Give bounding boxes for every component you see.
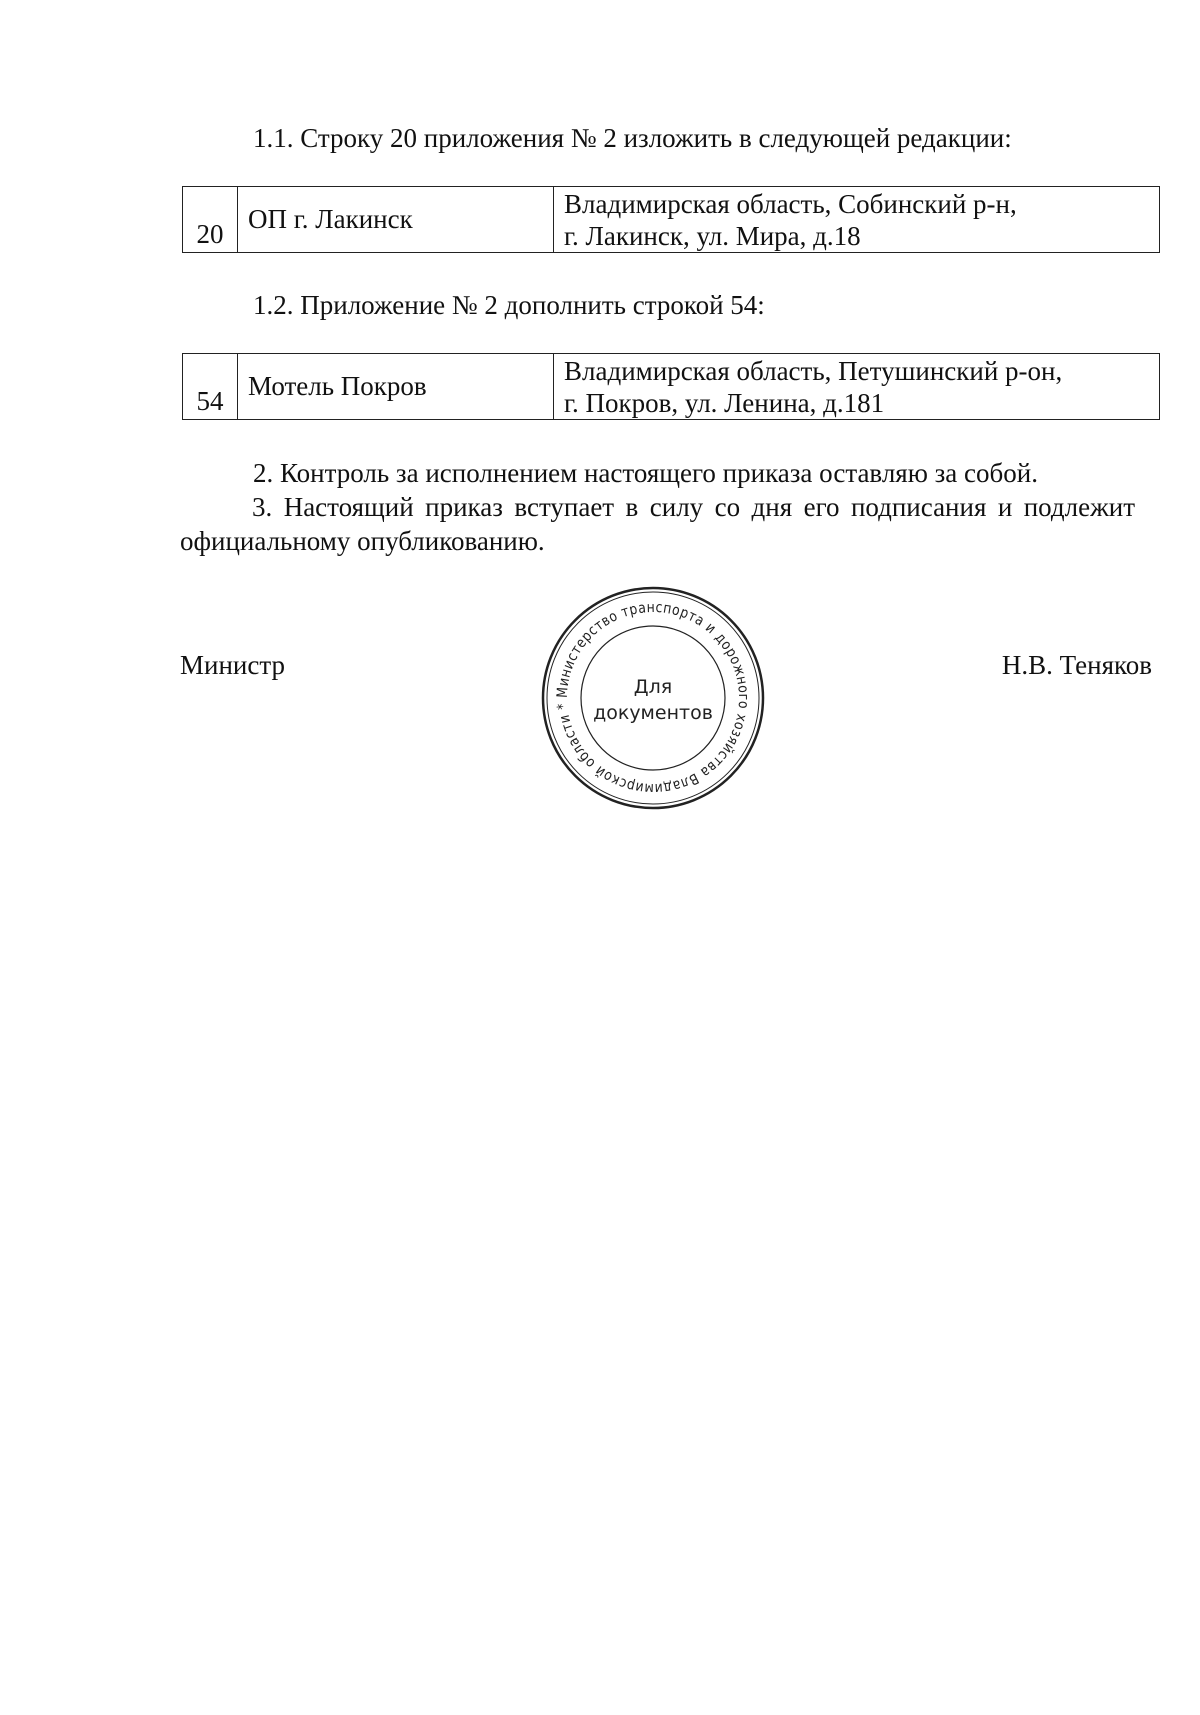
- signer-name: Н.В. Теняков: [1001, 650, 1152, 680]
- address-line-2: г. Покров, ул. Ленина, д.181: [564, 388, 885, 418]
- row-20-table: [182, 186, 1160, 253]
- address-line-1: Владимирская область, Петушинский р-он,: [564, 356, 1063, 386]
- address-line-2: г. Лакинск, ул. Мира, д.18: [564, 221, 861, 251]
- row-address: [554, 187, 1160, 253]
- item-3-line-2: официальному опубликованию.: [180, 526, 545, 556]
- official-seal: [538, 583, 768, 813]
- row-number: 54: [183, 354, 238, 420]
- row-address: [554, 354, 1160, 420]
- table-row: [183, 187, 1160, 253]
- row-name: Мотель Покров: [238, 354, 554, 420]
- seal-center-line-2: документов: [593, 702, 713, 724]
- table-row: [183, 354, 1160, 420]
- signer-position: Министр: [180, 650, 285, 680]
- row-number: 20: [183, 187, 238, 253]
- item-1-1: 1.1. Строку 20 приложения № 2 изложить в следующей редакции:: [253, 123, 1012, 153]
- item-3-line-1: 3. Настоящий приказ вступает в силу со дня его подписания и подлежит: [252, 492, 1135, 522]
- item-3: [180, 490, 1135, 558]
- row-name: ОП г. Лакинск: [238, 187, 554, 253]
- item-1-2: 1.2. Приложение № 2 дополнить строкой 54:: [253, 290, 765, 320]
- seal-ring-text: Министерство транспорта и дорожного хозяйства Владимирской области *: [554, 599, 752, 797]
- address-line-1: Владимирская область, Собинский р-н,: [564, 189, 1017, 219]
- row-54-table: [182, 353, 1160, 420]
- seal-center-line-1: Для: [633, 676, 673, 698]
- item-2: 2. Контроль за исполнением настоящего приказа оставляю за собой.: [253, 458, 1038, 488]
